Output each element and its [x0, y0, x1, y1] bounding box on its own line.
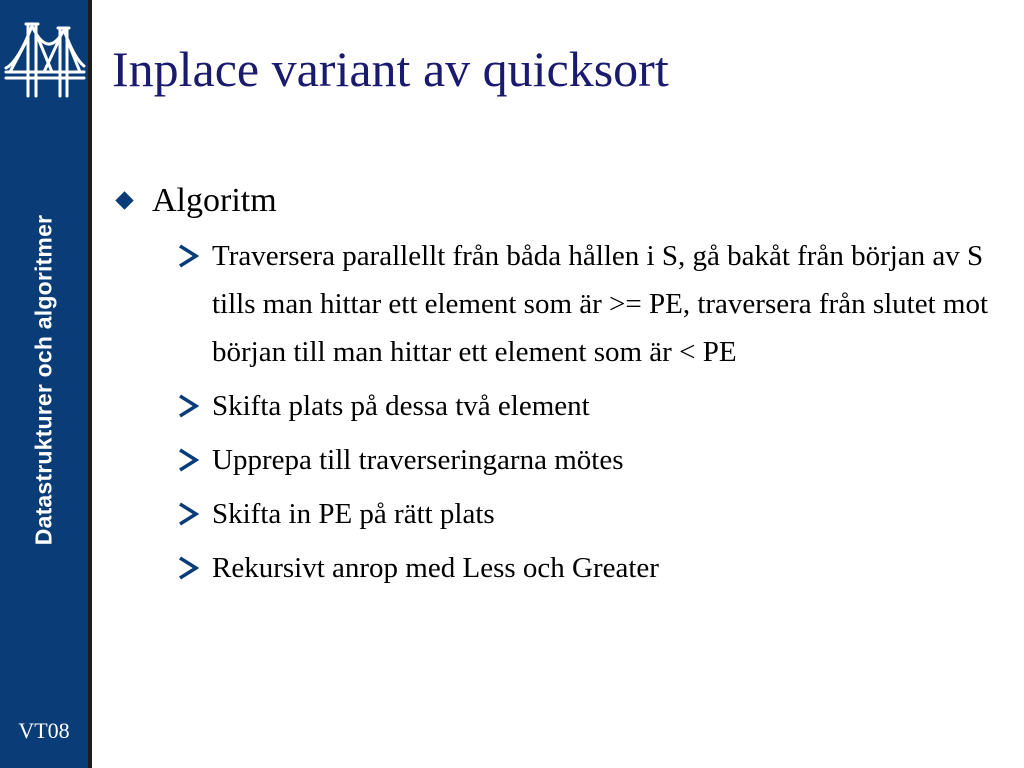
bullet-level1 [112, 176, 1012, 226]
sub-bullet-text: Upprepa till traverseringarna mötes [212, 444, 624, 476]
sub-bullet-text: Skifta plats på dessa två element [212, 390, 590, 422]
sub-bullet [112, 382, 1012, 430]
bridge-logo-icon [4, 14, 86, 106]
course-title: Datastrukturer och algoritmer [30, 214, 57, 546]
sub-bullet-text: Skifta in PE på rätt plats [212, 498, 495, 530]
sub-bullet [112, 544, 1012, 592]
sidebar [0, 0, 92, 768]
sub-bullet-text: Traversera parallellt från båda hållen i S, gå bakåt från början av S tills man hittar ett element som är >= PE, traversera från slutet mot början till man hittar ett element som är < PE [212, 240, 989, 368]
slide-title: Inplace variant av quicksort [112, 41, 669, 97]
arrow-bullet-icon [176, 490, 202, 538]
arrow-bullet-icon [176, 382, 202, 430]
sub-bullet [112, 232, 1012, 376]
bullet-text: Algoritm [152, 182, 277, 219]
arrow-bullet-icon [176, 436, 202, 484]
sub-bullet [112, 490, 1012, 538]
sub-bullet [112, 436, 1012, 484]
slide-content [112, 176, 1012, 592]
sub-bullet-text: Rekursivt anrop med Less och Greater [212, 552, 659, 584]
diamond-bullet-icon [115, 191, 133, 209]
term-label: VT08 [18, 718, 70, 743]
arrow-bullet-icon [176, 544, 202, 592]
arrow-bullet-icon [176, 232, 202, 280]
